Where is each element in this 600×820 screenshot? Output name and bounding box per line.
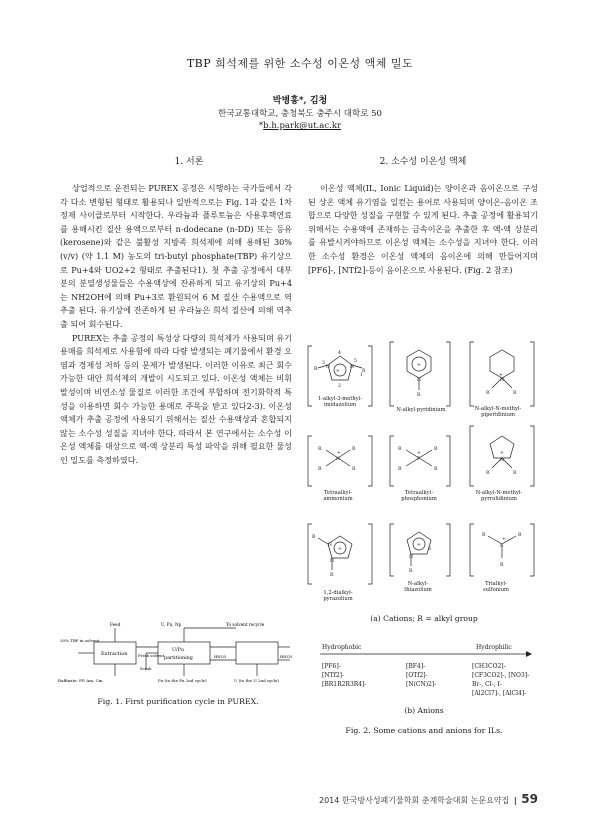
cation-label-pyrrolidinium: N-alkyl-N-methyl-pyrrolidinium [475, 490, 523, 502]
svg-text:R: R [314, 367, 318, 372]
fig1-caption: Fig. 1. First purification cycle in PUREX. [97, 697, 259, 706]
svg-text:N: N [500, 378, 505, 383]
anion: [N(CN)2]- [406, 681, 437, 688]
svg-text:P: P [417, 457, 421, 462]
svg-text:4: 4 [338, 351, 341, 356]
page-number: 59 [521, 792, 538, 806]
il-heading: 2. 소수성 이온성 액체 [379, 157, 467, 167]
fig1-extraction: Extraction [101, 651, 128, 657]
svg-text:R: R [362, 369, 366, 374]
svg-text:+: + [417, 363, 421, 368]
svg-text:2: 2 [338, 384, 341, 389]
anion: [CH3CO2]- [472, 663, 506, 670]
svg-text:R: R [434, 467, 438, 472]
svg-text:N: N [326, 365, 331, 370]
fig2-caption: Fig. 2. Some cations and anions for ILs. [345, 726, 503, 735]
fig1-pu-out: Pu (to the Pu 2nd cycle) [158, 678, 207, 683]
anion: [BR1R2R3R4]- [322, 681, 367, 688]
cation-label-phosphonium: Tetraalkyl-phosphonium [401, 490, 437, 502]
fig1-u-out: U (to the U 2nd cycle) [234, 678, 279, 683]
anion: [CF3CO2]-, [NO3]- [472, 672, 530, 679]
hydrophilic-label: Hydrophilic [476, 644, 512, 651]
svg-text:R: R [486, 391, 490, 396]
fig1-partition-2: partitioning [164, 656, 193, 661]
svg-text:R: R [398, 467, 402, 472]
svg-text:+: + [337, 451, 341, 456]
footer-text: 2014 한국방사성폐기물학회 춘계학술대회 논문요약집 [319, 796, 510, 805]
svg-text:R: R [312, 535, 316, 540]
svg-text:S: S [500, 544, 504, 549]
anions-caption: (b) Anions [404, 706, 444, 715]
svg-text:N: N [500, 458, 505, 463]
svg-text:3: 3 [322, 361, 325, 366]
fig1-flow-diagram [58, 620, 294, 692]
intro-heading: 1. 서론 [174, 157, 204, 167]
anions-col-3 [472, 662, 529, 698]
svg-text:R: R [500, 563, 504, 568]
page-footer [319, 792, 538, 806]
paper-affiliation: 한국교통대학교, 충청북도 충주시 대학로 50 [218, 109, 382, 119]
svg-text:+: + [336, 369, 340, 374]
stripping-box [236, 642, 278, 664]
cation-label-pyridinium: N-alkyl-pyridinium [396, 407, 446, 413]
svg-text:R: R [352, 447, 356, 452]
svg-text:R: R [482, 533, 486, 538]
fig2-cation-structures [306, 340, 542, 610]
hydrophobic-label: Hydrophobic [322, 644, 362, 651]
fig1-hno3-2: HNO3 [280, 654, 293, 659]
fig1-fresh-solvent: Fresh solvent [138, 653, 165, 658]
cations-caption: (a) Cations; R = alkyl group [370, 614, 478, 623]
email-mark: * [258, 121, 264, 131]
svg-text:+: + [338, 547, 342, 552]
svg-text:+: + [499, 373, 503, 378]
svg-text:R: R [330, 573, 334, 578]
cation-label-pyrazolium: 1,2-dialkyl-pyrazolium [323, 590, 353, 602]
footer-separator: | [513, 796, 517, 805]
svg-text:R: R [513, 471, 517, 476]
svg-text:N: N [328, 543, 333, 548]
anion: [BF4]- [406, 663, 426, 670]
svg-text:R: R [409, 569, 413, 574]
svg-text:R: R [398, 447, 402, 452]
svg-text:N: N [330, 559, 335, 564]
svg-text:R: R [417, 393, 421, 398]
intro-paragraph-1: 상업적으로 운전되는 PUREX 공정은 시행하는 국가들에서 각각 다소 변형된 형태로 활용되나 일반적으로는 Fig. 1과 같은 1차 정제 사이클로부터 시작한다. 우라늄과 플루토늄은 사용후핵연료를 용해시킨 질산 용액으로부터 n-dodecane (n-DD) 또는 등유(kerosene)와 같은 불활성 지방족 희석제에 의해 용해된 30%(v/v) (약 1.1 M) 농도의 tri-butyl phosphate(TBP) 유기상으로 Pu+4와 UO2+2 형태로 추출된다1). 첫 추출 공정에서 대부분의 분열생성물들은 수용액상에 잔류하게 되고 유기상의 Pu+4는 NH2OH에 의해 Pu+3로 환원되어 6 M 질산 수용액으로 역추출 된다. 유기상에 잔존하게 된 우라늄은 희석 질산에 의해 역추출 되어 회수된다. [60, 183, 292, 329]
svg-text:+: + [500, 451, 504, 456]
intro-paragraph-2: PUREX는 추출 공정의 특성상 다량의 희석제가 사용되며 유기 용매를 희석제로 사용함에 따라 다량 발생되는 폐기물에서 환경 오염과 경제성 저하 등의 문제가 발생된다. 이러한 이유로 최근 회수 가능한 대안 희석제의 개발이 시도되고 있다. 이온성 액체는 비휘발성이며 비연소성 물질로 이러한 조건에 부합하며 전기화학적 특성을 이용하면 회수 가능한 용매로 주목을 받고 있다2-3). 이온성 액체가 추출 공정에 사용되기 위해서는 질산 수용액상과 혼합되지 않는 소수성 성질을 지녀야 한다. 따라서 본 연구에서는 소수성 이온성 액체를 대상으로 액-액 상분리 특성 파악을 위해 필요한 물성인 밀도를 측정하였다. [60, 332, 292, 465]
svg-text:N: N [409, 555, 414, 560]
il-paragraph-1: 이온성 액체(IL, Ionic Liquid)는 양이온과 음이온으로 구성된 상온 액체 유기염을 일컫는 용어로 사용되며 양이온-음이온 조합으로 다양한 성질을 구현할 수 있게 된다. 추출 공정에 활용되기 위해서는 수용액에 존재하는 금속이온을 추출한 후 액-액 상분리를 유발시켜야하므로 이온성 액체는 소수성을 지녀야 한다. 이러한 소수성 환경은 이온성 액체의 음이온에 의해 만들어지며 [PF6]-, [NTf2]-등이 음이온으로 사용된다. (Fig. 2 참조) [308, 183, 538, 275]
anions-col-2 [406, 662, 436, 689]
anion: Br-, Cl-, I- [472, 681, 502, 688]
svg-text:1: 1 [360, 373, 363, 378]
il-body [308, 182, 538, 277]
svg-text:R: R [434, 447, 438, 452]
fig1-partition-1: U/Pu [172, 648, 184, 653]
fig1-hno3-1: HNO3 [214, 654, 227, 659]
svg-text:+: + [417, 543, 421, 548]
svg-text:R: R [352, 467, 356, 472]
svg-text:5: 5 [354, 359, 357, 364]
fig1-to-recycle: To solvent recycle [226, 622, 265, 627]
email-address: b.h.park@ut.ac.kr [263, 121, 342, 131]
cation-label-imidazolium: 1-alkyl-3-methyl-imidazolium [317, 396, 363, 408]
svg-text:R: R [318, 467, 322, 472]
paper-authors: 박병흥*, 김청 [272, 96, 328, 106]
cation-label-sulfonium: Trialkyl-sulfonium [483, 581, 509, 593]
svg-text:N: N [417, 378, 422, 383]
svg-text:R: R [518, 533, 522, 538]
anion: [NTf2]- [322, 672, 344, 679]
paper-email [0, 121, 600, 131]
fig1-feed: Feed [110, 622, 121, 627]
cation-label-thiazolium: N-alkyl-thiazolium [404, 581, 432, 593]
anions-col-1 [322, 662, 366, 689]
cation-label-ammonium: Tetraalkyl-ammonium [323, 490, 353, 502]
fig1-raffinate: Raffinate: FP, Am, Cm [58, 678, 103, 683]
svg-text:R: R [486, 471, 490, 476]
intro-body [60, 182, 292, 467]
fig1-scrub: Scrub [140, 666, 152, 671]
fig1-solvent-in: 30% TBP in solvent [60, 638, 100, 643]
cation-label-piperidinium: N-alkyl-N-methyl-piperidinium [474, 406, 522, 418]
svg-text:R: R [318, 447, 322, 452]
svg-text:N: N [336, 457, 341, 462]
svg-text:S: S [428, 547, 432, 552]
anion: [OTf2]- [406, 672, 428, 679]
fig1-u-pu-np: U, Pu, Np [161, 622, 182, 627]
hydrophobicity-arrow [318, 648, 534, 660]
svg-text:+: + [417, 451, 421, 456]
anion: [PF6]- [322, 663, 341, 670]
svg-text:+: + [502, 537, 506, 542]
anion: [Al2Cl7]-, [AlCl4]- [472, 690, 527, 697]
svg-text:R: R [513, 391, 517, 396]
svg-text:N: N [350, 365, 355, 370]
paper-title: TBP 희석제를 위한 소수성 이온성 액체 밀도 [186, 57, 414, 70]
